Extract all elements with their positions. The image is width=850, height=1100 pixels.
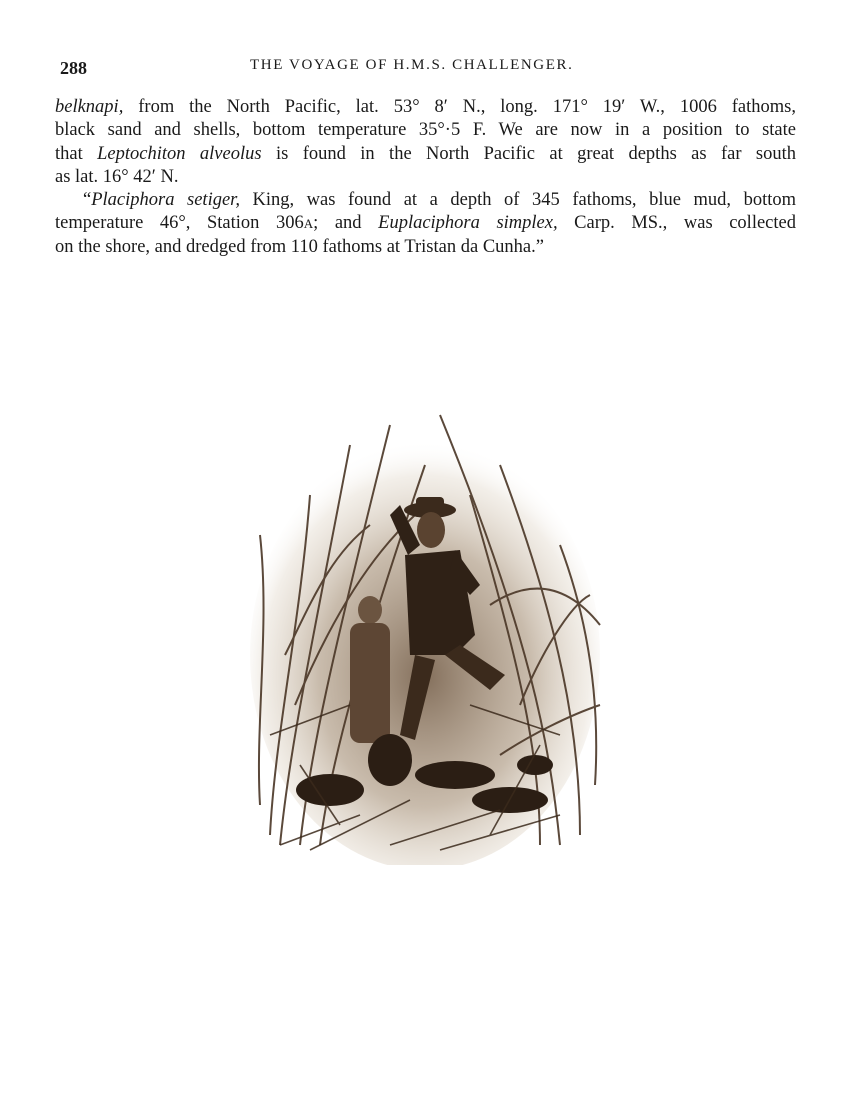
text-run: “ xyxy=(83,190,92,211)
text-line: on the shore, and dredged from 110 fathoms at Tristan da Cunha.” xyxy=(55,236,544,257)
text-line xyxy=(55,212,796,235)
text-line: black sand and shells, bottom temperature 35°·5 F. We are now in a position to state xyxy=(55,120,796,141)
text-run: temperature 46°, Station 306 xyxy=(55,213,304,234)
text-line: as lat. 16° 42′ N. xyxy=(55,166,179,187)
text-line xyxy=(55,189,796,212)
page-number: 288 xyxy=(60,58,87,78)
running-head: THE VOYAGE OF H.M.S. CHALLENGER. xyxy=(250,57,574,73)
engraving-svg xyxy=(240,405,610,865)
text-run: King, was found at a depth of 345 fathoms, blue mud, bottom xyxy=(239,190,796,211)
text-line xyxy=(55,96,796,119)
text-run: Carp. MS., was collected xyxy=(557,213,796,234)
engraving-illustration xyxy=(240,405,610,865)
text-run: that xyxy=(55,143,98,164)
text-run: is found in the North Pacific at great depths as far south xyxy=(261,143,796,164)
species-name: Placiphora setiger, xyxy=(91,190,240,211)
text-line xyxy=(55,143,796,166)
text-run: from the North Pacific, lat. 53° 8′ N., long. 171° 19′ W., 1006 fathoms, xyxy=(123,97,796,117)
species-name: belknapi, xyxy=(55,97,124,117)
body-text xyxy=(55,96,796,259)
text-run: ; and xyxy=(313,213,379,234)
text-run: a xyxy=(303,213,314,234)
species-name: Leptochiton alveolus xyxy=(97,143,262,164)
species-name: Euplaciphora simplex, xyxy=(378,213,558,234)
